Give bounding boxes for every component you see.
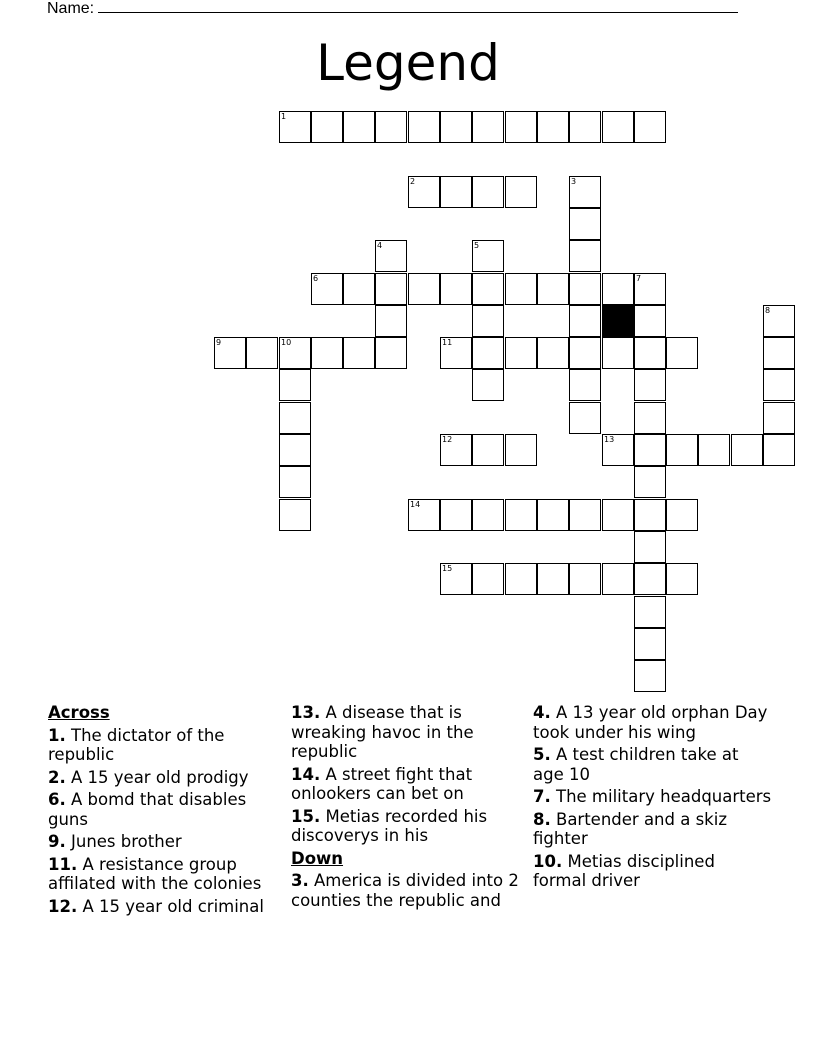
grid-cell[interactable] [505,337,537,369]
grid-cell[interactable] [602,111,634,143]
grid-cell[interactable] [537,273,569,305]
down-heading: Down [291,848,344,868]
grid-cell[interactable] [569,369,601,401]
grid-cell[interactable] [634,563,666,595]
clue-column-2 [291,703,521,910]
clue-number: 7 [636,274,642,283]
clue-number: 3 [571,177,577,186]
clue-down-5: 5. A test children take at age 10 [533,745,739,784]
clue-across-11: 11. A resistance group affilated with the colonies [48,854,262,893]
grid-cell[interactable] [311,337,343,369]
grid-cell[interactable] [472,434,504,466]
grid-cell[interactable] [537,111,569,143]
clue-across-9: 9. Junes brother [48,832,182,851]
clue-number: 8 [765,306,771,315]
grid-cell[interactable] [634,305,666,337]
grid-cell-10[interactable] [279,337,311,369]
grid-cell[interactable] [505,563,537,595]
grid-cell[interactable] [472,337,504,369]
grid-cell[interactable] [311,111,343,143]
clue-down-4: 4. A 13 year old orphan Day took under his wing [533,703,768,742]
across-heading: Across [48,703,110,722]
grid-cell[interactable] [569,305,601,337]
grid-cell[interactable] [634,499,666,531]
clue-number: 10 [281,338,292,347]
grid-cell[interactable] [440,499,472,531]
grid-cell[interactable] [634,628,666,660]
clue-number: 12 [442,435,453,444]
grid-cell[interactable] [505,111,537,143]
grid-cell[interactable] [472,176,504,208]
clue-across-13: 13. A disease that is wreaking havoc in the republic [291,703,474,761]
grid-cell[interactable] [343,337,375,369]
grid-cell[interactable] [537,337,569,369]
grid-cell[interactable] [440,176,472,208]
grid-cell[interactable] [375,111,407,143]
page-title: Legend [316,34,500,92]
clue-number: 13 [604,435,615,444]
clue-across-14: 14. A street fight that onlookers can bet on [291,764,473,803]
clue-down-7: 7. The military headquarters [533,787,772,806]
clue-down-10: 10. Metias disciplined formal driver [533,851,715,890]
clue-number: 5 [474,241,480,250]
clue-number: 2 [410,177,416,186]
grid-cell-7[interactable] [634,273,666,305]
grid-cell[interactable] [634,402,666,434]
grid-cell[interactable] [602,499,634,531]
grid-cell[interactable] [763,402,795,434]
clue-down-3: 3. America is divided into 2 counties the republic and [291,871,519,910]
grid-cell-2[interactable] [408,176,440,208]
grid-cell[interactable] [505,434,537,466]
grid-cell[interactable] [666,499,698,531]
grid-cell[interactable] [634,596,666,628]
grid-cell[interactable] [505,273,537,305]
grid-cell[interactable] [569,208,601,240]
grid-cell[interactable] [472,563,504,595]
grid-cell[interactable] [666,563,698,595]
grid-cell[interactable] [569,273,601,305]
clue-number: 11 [442,338,453,347]
grid-cell[interactable] [634,531,666,563]
grid-cell[interactable] [634,111,666,143]
grid-cell-14[interactable] [408,499,440,531]
grid-cell[interactable] [440,111,472,143]
grid-cell-5[interactable] [472,240,504,272]
grid-cell-1[interactable] [279,111,311,143]
clue-across-15: 15. Metias recorded his discoverys in his [291,806,488,845]
name-label: Name: [47,0,95,17]
grid-cell[interactable] [440,273,472,305]
grid-cell[interactable] [375,337,407,369]
grid-cell[interactable] [602,273,634,305]
grid-cell[interactable] [537,499,569,531]
clue-across-12: 12. A 15 year old criminal [48,896,264,916]
clue-column-3 [533,703,773,891]
grid-cell-8[interactable] [763,305,795,337]
grid-cell[interactable] [472,499,504,531]
clue-down-8: 8. Bartender and a skiz fighter [533,809,727,848]
grid-cell[interactable] [569,240,601,272]
grid-cell[interactable] [569,337,601,369]
grid-cell[interactable] [279,466,311,498]
clue-across-1: 1. The dictator of the republic [48,725,225,764]
grid-cell-12[interactable] [440,434,472,466]
grid-cell[interactable] [634,369,666,401]
grid-cell[interactable] [763,369,795,401]
grid-cell[interactable] [569,111,601,143]
grid-cell-4[interactable] [375,240,407,272]
grid-cell[interactable] [505,499,537,531]
clue-number: 15 [442,564,453,573]
grid-cell-11[interactable] [440,337,472,369]
grid-cell[interactable] [569,402,601,434]
grid-cell-9[interactable] [214,337,246,369]
grid-cell-6[interactable] [311,273,343,305]
grid-cell[interactable] [279,402,311,434]
grid-cell[interactable] [698,434,730,466]
clue-across-6: 6. A bomd that disables guns [48,790,247,829]
clue-number: 4 [377,241,383,250]
grid-cell[interactable] [763,337,795,369]
grid-cell[interactable] [472,369,504,401]
clue-across-2: 2. A 15 year old prodigy [48,767,249,787]
grid-cell[interactable] [408,111,440,143]
clue-column-1 [48,703,276,916]
clue-number: 14 [410,500,421,509]
grid-cell[interactable] [343,111,375,143]
grid-cell[interactable] [375,273,407,305]
clue-number: 1 [281,112,287,121]
grid-cell[interactable] [279,499,311,531]
grid-cell[interactable] [634,434,666,466]
grid-cell[interactable] [246,337,278,369]
grid-cell[interactable] [279,369,311,401]
grid-cell[interactable] [375,305,407,337]
grid-cell[interactable] [731,434,763,466]
grid-black-cell [602,305,634,337]
clue-number: 9 [216,338,222,347]
grid-cell[interactable] [472,305,504,337]
grid-cell[interactable] [602,337,634,369]
grid-cell[interactable] [634,660,666,692]
grid-cell[interactable] [763,434,795,466]
grid-cell[interactable] [569,563,601,595]
grid-cell[interactable] [505,176,537,208]
grid-cell[interactable] [343,273,375,305]
grid-cell[interactable] [408,273,440,305]
grid-cell[interactable] [666,337,698,369]
grid-cell[interactable] [472,111,504,143]
grid-cell[interactable] [634,337,666,369]
grid-cell[interactable] [279,434,311,466]
grid-cell[interactable] [569,499,601,531]
grid-cell[interactable] [666,434,698,466]
grid-cell-13[interactable] [602,434,634,466]
grid-cell[interactable] [537,563,569,595]
grid-cell[interactable] [472,273,504,305]
grid-cell-3[interactable] [569,176,601,208]
grid-cell[interactable] [602,563,634,595]
clue-number: 6 [313,274,319,283]
grid-cell[interactable] [634,466,666,498]
grid-cell-15[interactable] [440,563,472,595]
